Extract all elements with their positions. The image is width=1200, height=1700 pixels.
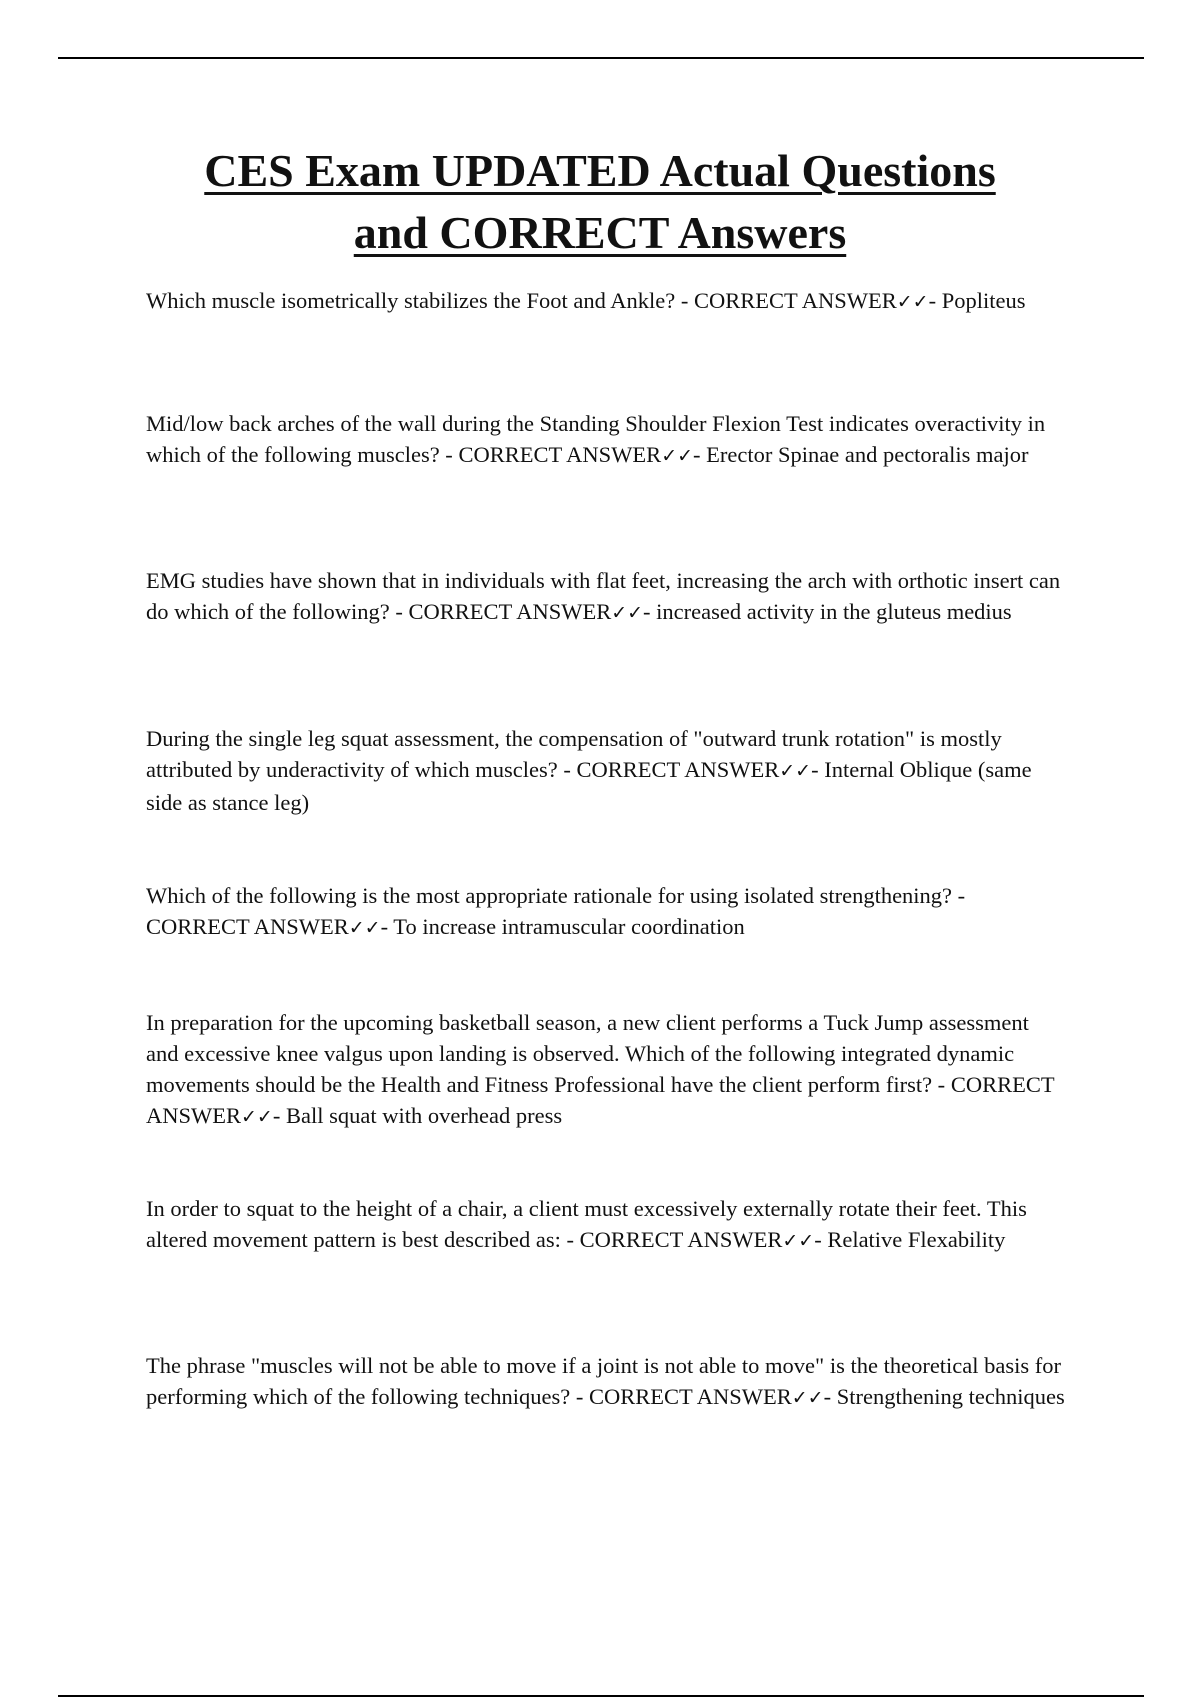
title-line-2: and CORRECT Answers <box>353 207 847 258</box>
top-rule <box>58 57 1144 59</box>
answer-marker: CORRECT ANSWER <box>146 914 349 939</box>
answer-text: - Popliteus <box>928 288 1026 313</box>
question-text: In order to squat to the height of a chair, a client must excessively externally rotate their feet. This altered movement pattern is best described as: - <box>146 1196 1027 1252</box>
check-mark-icon: ✓✓ <box>791 1387 824 1409</box>
answer-marker: CORRECT ANSWER <box>576 757 780 782</box>
check-mark-icon: ✓✓ <box>782 1230 815 1252</box>
answer-text: - To increase intramuscular coordination <box>380 914 745 939</box>
answer-text: - increased activity in the gluteus medius <box>643 599 1012 624</box>
check-mark-icon: ✓✓ <box>611 602 644 624</box>
qa-item <box>146 565 1066 629</box>
qa-item <box>146 880 1066 944</box>
answer-text: - Relative Flexability <box>814 1227 1006 1252</box>
check-mark-icon: ✓✓ <box>661 445 694 467</box>
check-mark-icon: ✓✓ <box>348 917 381 939</box>
answer-marker: CORRECT ANSWER <box>579 1227 783 1252</box>
check-mark-icon: ✓✓ <box>896 291 929 313</box>
question-text: EMG studies have shown that in individuals with flat feet, increasing the arch with orthotic insert can do which of the following? - <box>146 568 1061 624</box>
qa-item <box>146 1193 1066 1257</box>
title-line-1: CES Exam UPDATED Actual Questions <box>204 145 996 196</box>
answer-text: - Internal Oblique (same side as stance leg) <box>146 757 1032 815</box>
question-text: The phrase "muscles will not be able to move if a joint is not able to move" is the theoretical basis for performing which of the following techniques? - <box>146 1353 1062 1409</box>
answer-text: - Erector Spinae and pectoralis major <box>693 442 1029 467</box>
qa-item <box>146 723 1066 818</box>
answer-marker: CORRECT ANSWER <box>408 599 612 624</box>
question-text: Which muscle isometrically stabilizes the Foot and Ankle? - <box>146 288 694 313</box>
answer-text: - Strengthening techniques <box>823 1384 1065 1409</box>
bottom-rule <box>58 1695 1144 1697</box>
question-text: During the single leg squat assessment, the compensation of "outward trunk rotation" is mostly attributed by underactivity of which muscles? - <box>146 726 1002 782</box>
check-mark-icon: ✓✓ <box>779 760 812 782</box>
answer-marker: CORRECT ANSWER <box>146 1072 1055 1128</box>
qa-item <box>146 408 1066 472</box>
answer-marker: CORRECT ANSWER <box>694 288 897 313</box>
answer-marker: CORRECT ANSWER <box>589 1384 792 1409</box>
qa-item <box>146 1350 1066 1414</box>
document-title <box>100 140 1100 264</box>
check-mark-icon: ✓✓ <box>241 1106 273 1128</box>
question-text: Which of the following is the most appropriate rationale for using isolated strengthening? - <box>146 883 966 908</box>
qa-item <box>146 285 1066 318</box>
answer-text: - Ball squat with overhead press <box>272 1103 563 1128</box>
question-text: Mid/low back arches of the wall during the Standing Shoulder Flexion Test indicates overactivity in which of the following muscles? - <box>146 411 1046 467</box>
qa-item <box>146 1007 1066 1133</box>
question-text: In preparation for the upcoming basketball season, a new client performs a Tuck Jump assessment and excessive knee valgus upon landing is observed. Which of the following integrated dynamic movements should be the Health and Fitness Professional have the client perform first? - <box>146 1010 1029 1097</box>
answer-marker: CORRECT ANSWER <box>458 442 662 467</box>
